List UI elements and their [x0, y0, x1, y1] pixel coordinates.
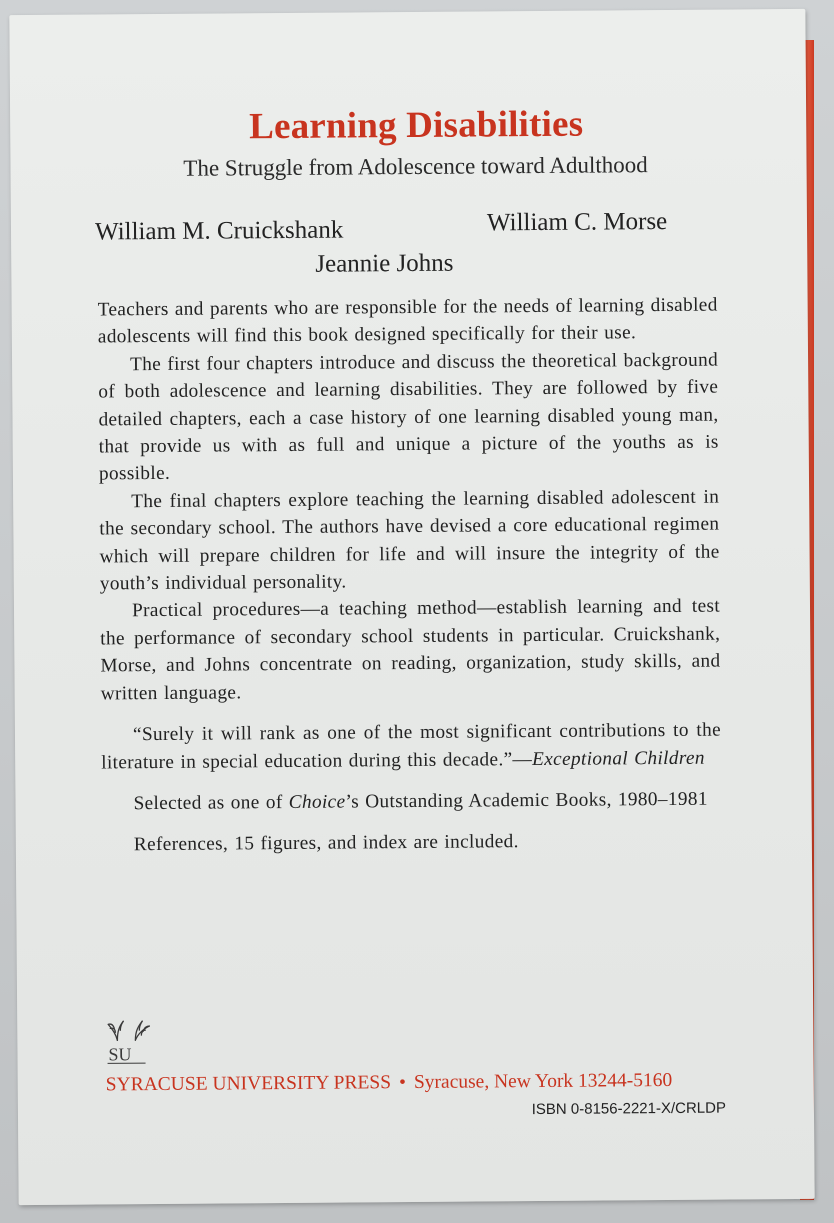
quote-source: Exceptional Children [532, 747, 705, 770]
award-suffix: ’s Outstanding Academic Books, 1980–1981 [345, 788, 708, 813]
author-cruickshank: William M. Cruickshank [94, 216, 344, 246]
award-prefix: Selected as one of [133, 791, 289, 815]
award-note [101, 785, 721, 817]
publisher-line [106, 1070, 726, 1097]
author-johns: Jeannie Johns [315, 249, 454, 278]
isbn: ISBN 0-8156-2221-X/CRLDP [531, 1099, 727, 1119]
book-subtitle: The Struggle from Adolescence toward Adulthood [183, 152, 648, 181]
review-quote [101, 717, 721, 777]
publisher-location: Syracuse, New York 13244-5160 [413, 1069, 673, 1093]
book-title: Learning Disabilities [248, 103, 584, 148]
blurb-paragraph: Teachers and parents who are responsible for the needs of learning disabled adolescents will find this book designed specifically for their use. [97, 294, 718, 348]
logo-text: SU [108, 1044, 132, 1065]
blurb-paragraph: The first four chapters introduce and discuss the theoretical background of both adolescence and learning disabilities. They are followed by five detailed chapters, each a case history of one learning disabled young man, that provide us with as full and unique a picture of the youths as is possible. [98, 349, 719, 485]
blurb [98, 292, 722, 860]
author-morse: William C. Morse [486, 207, 668, 237]
back-cover [9, 9, 814, 1205]
separator-dot: • [398, 1072, 406, 1094]
blurb-paragraph: The final chapters explore teaching the learning disabled adolescent in the secondary school. The authors have devised a core educational regimen which will prepare children for life and will insure the integrity of the youth’s individual personality. [99, 486, 720, 595]
award-publication: Choice [288, 791, 346, 813]
contents-note: References, 15 figures, and index are included. [133, 831, 519, 856]
blurb-paragraph: Practical procedures—a teaching method—establish learning and test the performance of secondary school students in particular. Cruickshank, Morse, and Johns concentrate on reading, organization, study skills, and written language. [100, 596, 721, 705]
quote-text: “Surely it will rank as one of the most significant contributions to the literature in special education during this decade.”— [101, 719, 722, 773]
syracuse-press-logo-icon [105, 1014, 153, 1066]
publisher-name: SYRACUSE UNIVERSITY PRESS [105, 1072, 392, 1096]
